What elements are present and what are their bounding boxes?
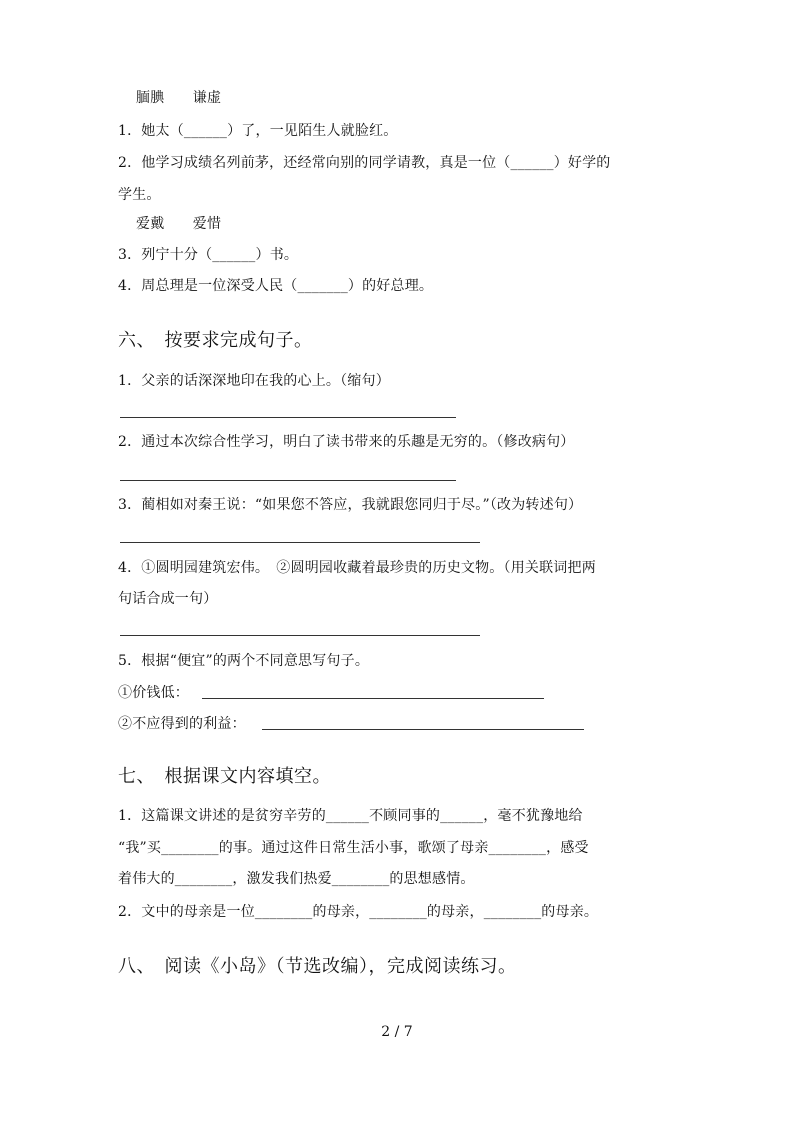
word-pair-2: 爱戴 爱惜 <box>136 216 222 232</box>
sentence-5: 5．根据“便宜”的两个不同意思写句子。 <box>118 653 370 669</box>
fill-1-line2: “我”买________的事。通过这件日常生活小事，歌颂了母亲________，感受 <box>118 840 589 856</box>
sentence-1: 1．父亲的话深深地印在我的心上。（缩句） <box>118 373 390 389</box>
section-6-heading: 六、 按要求完成句子。 <box>118 330 313 351</box>
question-2-line1: 2．他学习成绩名列前茅，还经常向别的同学请教，真是一位（______）好学的 <box>118 155 611 171</box>
question-3: 3．列宁十分（______）书。 <box>118 247 299 263</box>
fill-2: 2．文中的母亲是一位________的母亲，________的母亲，________的母亲。 <box>118 904 599 920</box>
section-8-heading: 八、 阅读《小岛》（节选改编），完成阅读练习。 <box>118 956 517 977</box>
question-4: 4．周总理是一位深受人民（_______）的好总理。 <box>118 278 434 294</box>
fill-1-line1: 1．这篇课文讲述的是贫穷辛劳的______不顾同事的______，毫不犹豫地给 <box>118 808 583 824</box>
answer-line <box>120 542 480 543</box>
section-7-heading: 七、 根据课文内容填空。 <box>118 766 331 787</box>
sentence-3: 3．蔺相如对秦王说：“如果您不答应，我就跟您同归于尽。”（改为转述句） <box>118 497 583 513</box>
sentence-5-a: ①价钱低： <box>118 685 189 701</box>
question-1: 1．她太（______）了，一见陌生人就脸红。 <box>118 123 398 139</box>
sentence-4-line2: 句话合成一句） <box>118 591 218 607</box>
word-pair-1: 腼腆 谦虚 <box>136 90 222 106</box>
sentence-4-line1: 4．①圆明园建筑宏伟。 ②圆明园收藏着最珍贵的历史文物。（用关联词把两 <box>118 560 596 576</box>
sentence-5-b: ②不应得到的利益： <box>118 716 246 732</box>
page-number: 2 / 7 <box>381 1024 413 1040</box>
answer-line <box>120 480 456 481</box>
sentence-2: 2．通过本次综合性学习，明白了读书带来的乐趣是无穷的。（修改病句） <box>118 434 575 450</box>
answer-line <box>202 698 544 699</box>
question-2-line2: 学生。 <box>118 187 161 203</box>
answer-line <box>262 729 584 730</box>
answer-line <box>120 417 456 418</box>
answer-line <box>120 635 480 636</box>
fill-1-line3: 着伟大的________，激发我们热爱________的思想感情。 <box>118 871 475 887</box>
